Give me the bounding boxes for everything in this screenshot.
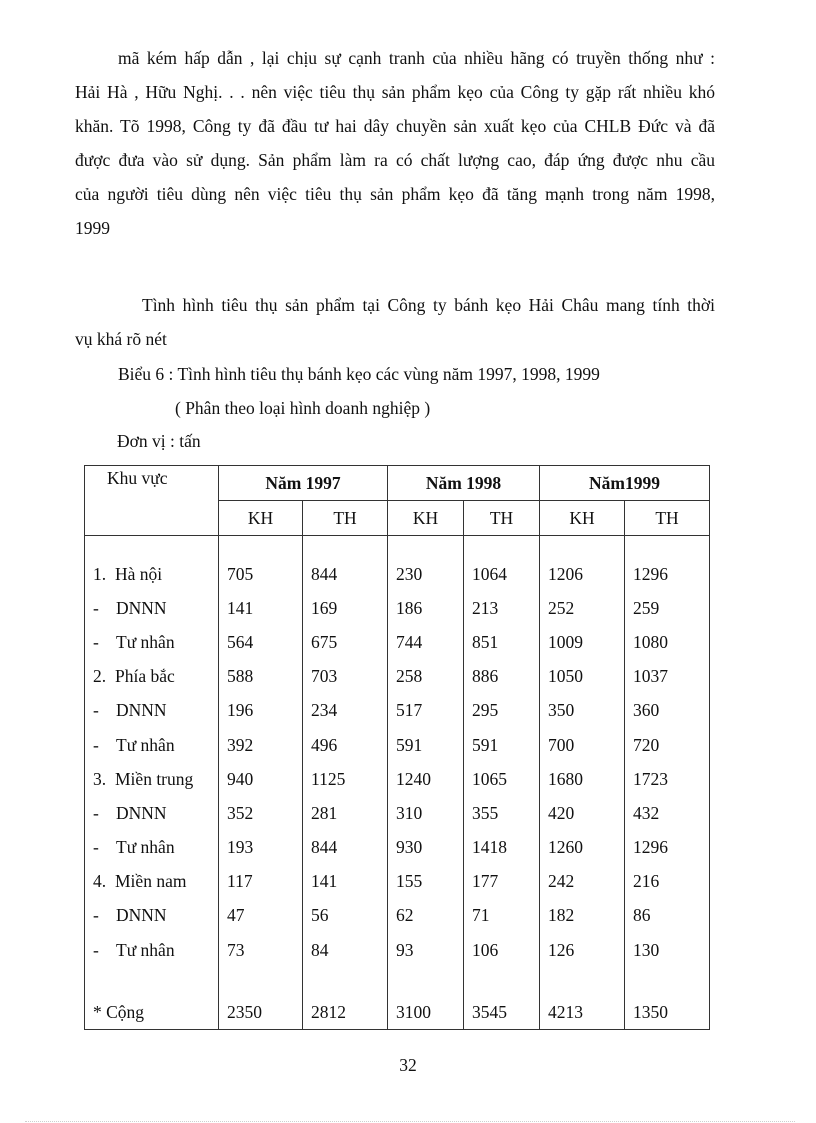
table-row xyxy=(85,557,710,591)
region-cell xyxy=(85,591,219,625)
region-label: Tư nhân xyxy=(116,734,175,755)
value-cell: 155 xyxy=(388,865,464,899)
table-row xyxy=(85,796,710,830)
value-cell: 940 xyxy=(219,762,303,796)
value-cell: 517 xyxy=(388,694,464,728)
region-number: 3. xyxy=(93,768,107,789)
spacer-row xyxy=(85,967,710,995)
table-row xyxy=(85,762,710,796)
seasonal-line-2: vụ khá rõ nét xyxy=(75,329,167,349)
region-cell xyxy=(85,557,219,591)
total-label: * Cộng xyxy=(85,995,219,1030)
value-cell: 588 xyxy=(219,660,303,694)
year-header: Năm 1997 xyxy=(219,466,388,501)
value-cell: 234 xyxy=(303,694,388,728)
value-cell: 47 xyxy=(219,899,303,933)
value-cell: 141 xyxy=(303,865,388,899)
intro-line-4: được đưa vào sử dụng. Sản phẩm làm ra có chất lượng cao, đáp ứng được nhu cầu xyxy=(75,150,715,170)
value-cell: 106 xyxy=(464,933,540,967)
total-row xyxy=(85,995,710,1030)
page-number: 32 xyxy=(399,1055,417,1075)
unit-label: Đơn vị : tấn xyxy=(117,431,201,451)
value-cell: 744 xyxy=(388,625,464,659)
sales-table xyxy=(84,465,710,1030)
actual-header: TH xyxy=(464,501,540,536)
value-cell: 1296 xyxy=(625,557,710,591)
value-cell: 56 xyxy=(303,899,388,933)
value-cell: 350 xyxy=(540,694,625,728)
region-cell xyxy=(85,865,219,899)
sub-item-dash: - xyxy=(93,700,99,721)
value-cell: 295 xyxy=(464,694,540,728)
value-cell: 700 xyxy=(540,728,625,762)
total-value-cell: 3545 xyxy=(464,995,540,1030)
value-cell: 117 xyxy=(219,865,303,899)
value-cell: 720 xyxy=(625,728,710,762)
value-cell: 182 xyxy=(540,899,625,933)
region-number: 4. xyxy=(93,871,107,892)
year-header: Năm1999 xyxy=(540,466,710,501)
region-cell xyxy=(85,899,219,933)
region-label: Miền trung xyxy=(115,768,194,789)
value-cell: 193 xyxy=(219,831,303,865)
total-value-cell: 2350 xyxy=(219,995,303,1030)
seasonal-line-1: Tình hình tiêu thụ sản phẩm tại Công ty bánh kẹo Hải Châu mang tính thời xyxy=(142,295,715,315)
value-cell: 186 xyxy=(388,591,464,625)
value-cell: 1125 xyxy=(303,762,388,796)
value-cell: 1009 xyxy=(540,625,625,659)
region-cell xyxy=(85,762,219,796)
value-cell: 1065 xyxy=(464,762,540,796)
value-cell: 1240 xyxy=(388,762,464,796)
intro-line-5: của người tiêu dùng nên việc tiêu thụ sản phẩm kẹo đã tăng mạnh trong năm 1998, xyxy=(75,184,715,204)
value-cell: 1296 xyxy=(625,831,710,865)
region-cell xyxy=(85,660,219,694)
plan-header: KH xyxy=(388,501,464,536)
value-cell: 84 xyxy=(303,933,388,967)
sub-item-dash: - xyxy=(93,802,99,823)
value-cell: 1680 xyxy=(540,762,625,796)
value-cell: 216 xyxy=(625,865,710,899)
region-number: 1. xyxy=(93,563,107,584)
value-cell: 432 xyxy=(625,796,710,830)
sub-item-dash: - xyxy=(93,597,99,618)
value-cell: 213 xyxy=(464,591,540,625)
value-cell: 844 xyxy=(303,557,388,591)
value-cell: 1050 xyxy=(540,660,625,694)
value-cell: 1260 xyxy=(540,831,625,865)
value-cell: 1418 xyxy=(464,831,540,865)
table-row xyxy=(85,865,710,899)
table-row xyxy=(85,933,710,967)
seasonal-paragraph xyxy=(75,288,715,356)
spacer-row xyxy=(85,536,710,558)
total-value-cell: 1350 xyxy=(625,995,710,1030)
region-cell xyxy=(85,933,219,967)
total-value-cell: 3100 xyxy=(388,995,464,1030)
value-cell: 705 xyxy=(219,557,303,591)
value-cell: 252 xyxy=(540,591,625,625)
value-cell: 259 xyxy=(625,591,710,625)
value-cell: 392 xyxy=(219,728,303,762)
value-cell: 591 xyxy=(464,728,540,762)
value-cell: 71 xyxy=(464,899,540,933)
value-cell: 310 xyxy=(388,796,464,830)
value-cell: 930 xyxy=(388,831,464,865)
value-cell: 564 xyxy=(219,625,303,659)
region-cell xyxy=(85,831,219,865)
total-value-cell: 2812 xyxy=(303,995,388,1030)
table-row xyxy=(85,899,710,933)
intro-line-1: mã kém hấp dẫn , lại chịu sự cạnh tranh của nhiều hãng có truyền thống như : xyxy=(118,48,715,68)
value-cell: 230 xyxy=(388,557,464,591)
region-number: 2. xyxy=(93,666,107,687)
value-cell: 86 xyxy=(625,899,710,933)
table-row xyxy=(85,831,710,865)
table-row xyxy=(85,694,710,728)
value-cell: 73 xyxy=(219,933,303,967)
footer-rule xyxy=(25,1121,795,1122)
sub-item-dash: - xyxy=(93,734,99,755)
region-label: Tư nhân xyxy=(116,939,175,960)
value-cell: 1206 xyxy=(540,557,625,591)
value-cell: 141 xyxy=(219,591,303,625)
year-header: Năm 1998 xyxy=(388,466,540,501)
actual-header: TH xyxy=(303,501,388,536)
table-subtitle: ( Phân theo loại hình doanh nghiệp ) xyxy=(175,398,431,418)
value-cell: 1080 xyxy=(625,625,710,659)
value-cell: 886 xyxy=(464,660,540,694)
intro-line-6: 1999 xyxy=(75,218,110,238)
value-cell: 242 xyxy=(540,865,625,899)
value-cell: 196 xyxy=(219,694,303,728)
value-cell: 703 xyxy=(303,660,388,694)
region-label: Miền nam xyxy=(115,871,187,892)
region-label: Hà nội xyxy=(115,563,163,584)
value-cell: 169 xyxy=(303,591,388,625)
region-cell xyxy=(85,796,219,830)
region-cell xyxy=(85,728,219,762)
region-label: Tư nhân xyxy=(116,837,175,858)
region-label: DNNN xyxy=(116,700,167,721)
value-cell: 1064 xyxy=(464,557,540,591)
value-cell: 258 xyxy=(388,660,464,694)
sub-item-dash: - xyxy=(93,631,99,652)
value-cell: 62 xyxy=(388,899,464,933)
region-cell xyxy=(85,694,219,728)
value-cell: 126 xyxy=(540,933,625,967)
intro-line-3: khăn. Tõ 1998, Công ty đã đầu tư hai dây chuyền sản xuất kẹo của CHLB Đức và đã xyxy=(75,116,715,136)
region-label: Phía bắc xyxy=(115,666,175,687)
plan-header: KH xyxy=(540,501,625,536)
region-header: Khu vực xyxy=(85,466,219,536)
actual-header: TH xyxy=(625,501,710,536)
table-title: Biểu 6 : Tình hình tiêu thụ bánh kẹo các vùng năm 1997, 1998, 1999 xyxy=(118,364,600,384)
value-cell: 851 xyxy=(464,625,540,659)
value-cell: 1037 xyxy=(625,660,710,694)
region-cell xyxy=(85,625,219,659)
value-cell: 496 xyxy=(303,728,388,762)
region-label: DNNN xyxy=(116,905,167,926)
value-cell: 420 xyxy=(540,796,625,830)
value-cell: 93 xyxy=(388,933,464,967)
intro-paragraph xyxy=(75,41,715,245)
value-cell: 355 xyxy=(464,796,540,830)
value-cell: 130 xyxy=(625,933,710,967)
value-cell: 281 xyxy=(303,796,388,830)
value-cell: 360 xyxy=(625,694,710,728)
sub-item-dash: - xyxy=(93,939,99,960)
table-row xyxy=(85,660,710,694)
table-body xyxy=(85,536,710,1030)
value-cell: 675 xyxy=(303,625,388,659)
table-row xyxy=(85,625,710,659)
sub-item-dash: - xyxy=(93,905,99,926)
value-cell: 352 xyxy=(219,796,303,830)
region-label: DNNN xyxy=(116,802,167,823)
table-row xyxy=(85,728,710,762)
value-cell: 177 xyxy=(464,865,540,899)
intro-line-2: Hải Hà , Hữu Nghị. . . nên việc tiêu thụ sản phẩm kẹo của Công ty gặp rất nhiều khó xyxy=(75,82,715,102)
sub-item-dash: - xyxy=(93,837,99,858)
value-cell: 1723 xyxy=(625,762,710,796)
region-label: Tư nhân xyxy=(116,631,175,652)
table-row xyxy=(85,591,710,625)
value-cell: 591 xyxy=(388,728,464,762)
value-cell: 844 xyxy=(303,831,388,865)
plan-header: KH xyxy=(219,501,303,536)
region-label: DNNN xyxy=(116,597,167,618)
total-value-cell: 4213 xyxy=(540,995,625,1030)
